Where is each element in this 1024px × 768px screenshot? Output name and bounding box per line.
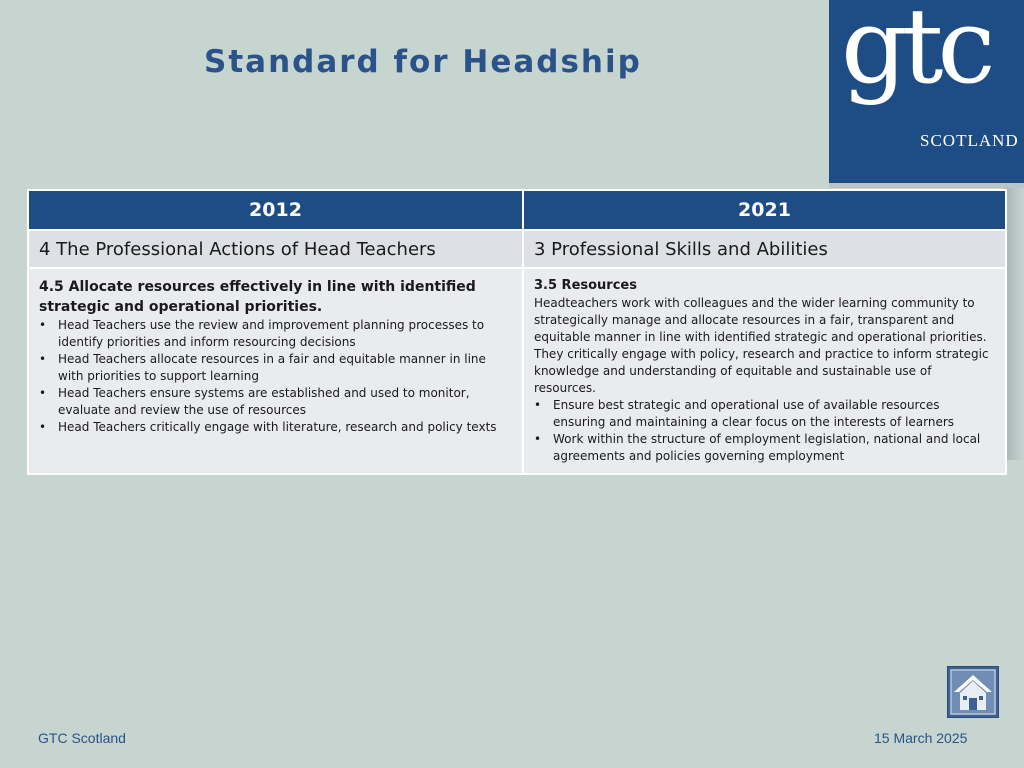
comparison-table <box>27 189 1007 475</box>
subheader-2012: 4 The Professional Actions of Head Teachers <box>28 230 523 268</box>
home-icon <box>948 667 998 717</box>
standard-3-5-heading: 3.5 Resources <box>534 278 637 293</box>
logo-main-text: gtc <box>841 0 990 107</box>
gtc-scotland-logo <box>829 0 1024 183</box>
logo-underline <box>829 183 1024 188</box>
list-item: • Ensure best strategic and operational use of available resources ensuring and maintaining a clear focus on the interests of learners <box>553 397 995 431</box>
cell-2012 <box>28 268 523 474</box>
column-header-2021: 2021 <box>523 190 1006 230</box>
list-item: • Head Teachers allocate resources in a fair and equitable manner in line with priorities to support learning <box>58 351 512 385</box>
column-header-2012: 2012 <box>28 190 523 230</box>
table-subheader-row <box>28 230 1006 268</box>
home-button[interactable] <box>947 666 999 718</box>
standard-4-5-heading: 4.5 Allocate resources effectively in line with identified strategic and operational priorities. <box>39 279 476 315</box>
list-item: • Head Teachers critically engage with literature, research and policy texts <box>58 419 512 436</box>
list-item: • Head Teachers use the review and improvement planning processes to identify priorities and inform resourcing decisions <box>58 317 512 351</box>
subheader-2021: 3 Professional Skills and Abilities <box>523 230 1006 268</box>
logo-sub-text: SCOTLAND <box>920 131 1019 150</box>
standard-3-5-list <box>534 397 995 465</box>
list-item: • Work within the structure of employment legislation, national and local agreements and policies governing employment <box>553 431 995 465</box>
slide-title: Standard for Headship <box>204 44 642 80</box>
standard-3-5-paragraph: Headteachers work with colleagues and the wider learning community to strategically manage and allocate resources in a fair, transparent and equitable manner in line with identified strategic and operational priorities. They critically engage with policy, research and practice to inform strategic knowledge and understanding of equitable and sustainable use of resources. <box>534 296 989 395</box>
cell-2021 <box>523 268 1006 474</box>
footer-date: 15 March 2025 <box>874 730 968 746</box>
list-item: • Head Teachers ensure systems are established and used to monitor, evaluate and review the use of resources <box>58 385 512 419</box>
decorative-shadow <box>1004 188 1024 460</box>
table-body-row <box>28 268 1006 474</box>
footer-organisation: GTC Scotland <box>38 730 126 746</box>
table-header-row <box>28 190 1006 230</box>
standard-4-5-list <box>39 317 512 436</box>
